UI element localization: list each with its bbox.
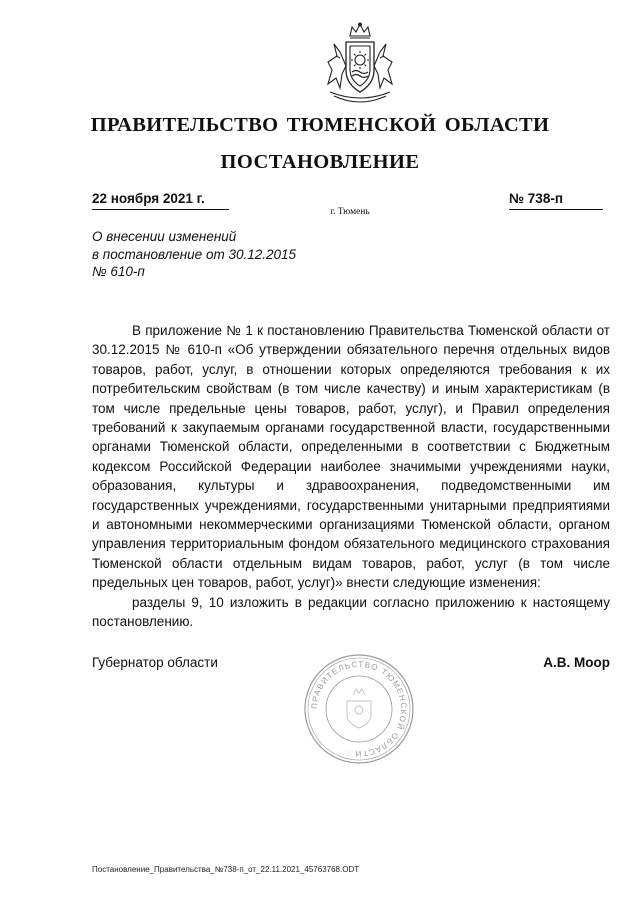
signer-name: А.В. Моор [543,655,610,670]
svg-text:ПРАВИТЕЛЬСТВО ТЮМЕНСКОЙ ОБЛАСТ: ПРАВИТЕЛЬСТВО ТЮМЕНСКОЙ ОБЛАСТИ · [309,659,409,759]
document-city: г. Тюмень [330,207,370,217]
document-number: № 738-п [509,190,603,210]
subject-line: О внесении изменений [92,229,237,244]
document-subject [92,228,352,281]
coat-of-arms-icon [314,22,406,108]
subject-line: № 610-п [92,264,145,280]
document-date: 22 ноября 2021 г. [92,190,229,210]
body-paragraph: В приложение № 1 к постановлению Правительства Тюменской области от 30.12.2015 № 610-п «Об утверждении обязательного перечня отдельных видов товаров, работ, услуг, в отношении которых определяются требования к их потребительским свойствам (в том числе качеству) и иным характеристикам (в том числе предельные цены товаров, работ, услуг), и Правил определения требований к закупаемым органами государственной власти, государственными органами Тюменской области, определенными в соответствии с Бюджетным кодексом Российской Федерации наиболее значимыми учреждениями науки, образования, культуры и здравоохранения, подведомственными им государственных учреждениями, государственными унитарными предприятиями и автономными некоммерческими организациями Тюменской области, органом управления территориальным фондом обязательного медицинского страхования Тюменской области отдельным видам товаров, работ, услуг (в том числе предельных цен товаров, работ, услуг)» внести следующие изменения: [92,323,610,591]
document-filename-footer: Постановление_Правительства_№738-п_от_22.11.2021_45763768.ODT [92,865,360,874]
body-paragraph: разделы 9, 10 изложить в редакции согласно приложению к настоящему постановлению. [92,594,610,630]
subject-line: в постановление от 30.12.2015 [92,246,297,262]
signer-title: Губернатор области [92,655,218,670]
document-type-heading: ПОСТАНОВЛЕНИЕ [220,151,420,173]
official-stamp-seal-icon [303,653,415,765]
document-body [92,321,610,632]
organization-title: ПРАВИТЕЛЬСТВО ТЮМЕНСКОЙ ОБЛАСТИ [90,114,550,136]
